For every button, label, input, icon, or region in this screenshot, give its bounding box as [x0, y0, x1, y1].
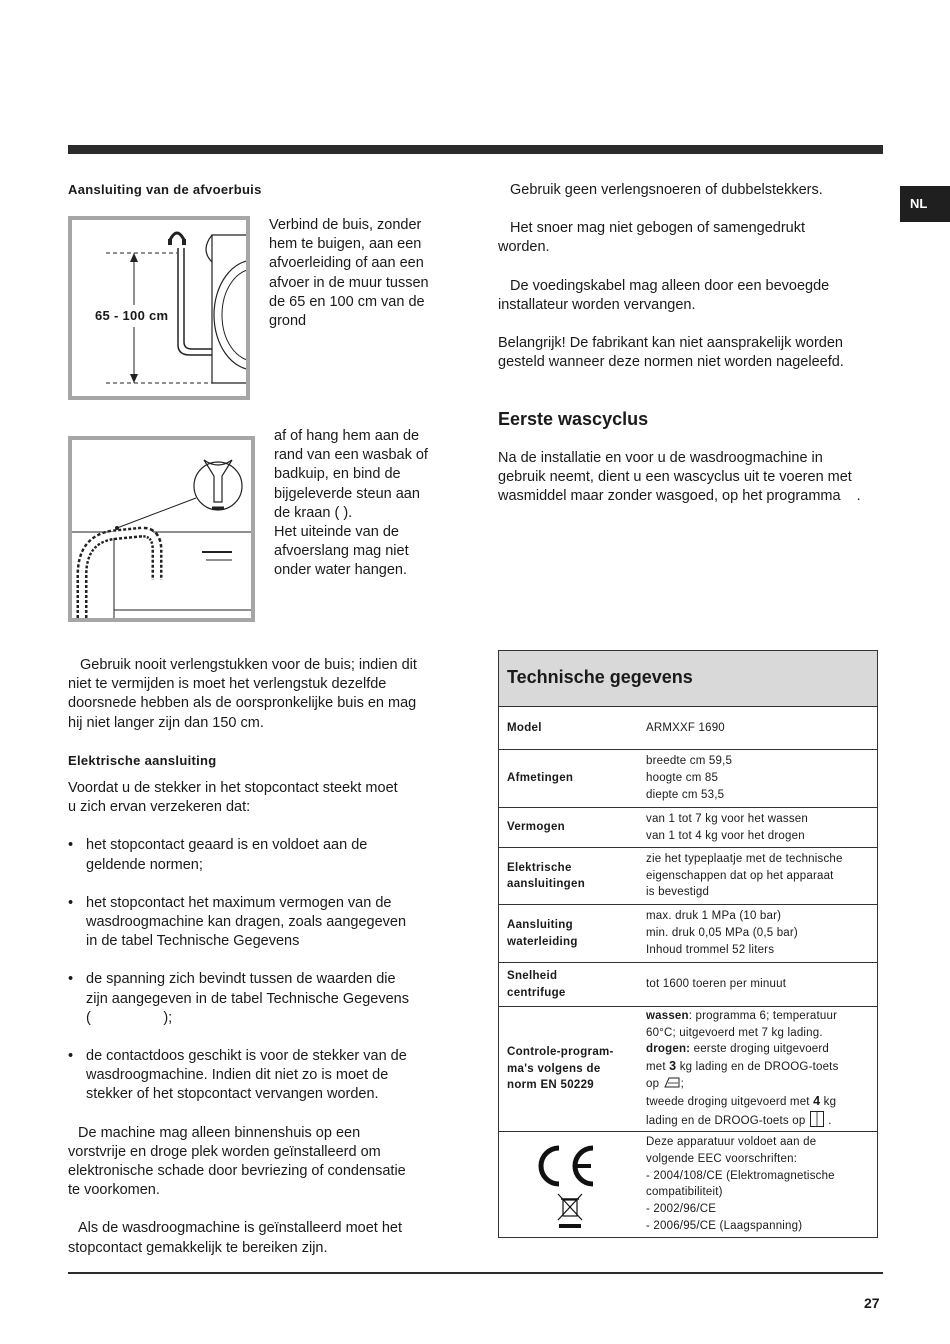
tech-table-title: Technische gegevens	[499, 651, 877, 707]
indoor-note: De machine mag alleen binnenshuis op een vorstvrije en droge plek worden geïnstalleerd om elektronische schade door bevriezing of condensatie te voorkomen.	[68, 1124, 406, 1199]
row-control-programs: Controle-program- ma's volgens de norm EN 50229 wassen: programma 6; temperatuur 60°C; uitgevoerd met 7 kg lading. drogen: eerste droging uitgevoerd met 3 kg lading en de DROOG-toets op ; tweede droging uitgevoerd met 4 kg lading en de DROOG-toets op .	[499, 1007, 877, 1132]
drain-wall-figure	[68, 216, 250, 400]
row-dimensions: Afmetingen breedte cm 59,5 hoogte cm 85 diepte cm 53,5	[499, 750, 877, 808]
bullet-max-power: • het stopcontact het maximum vermogen van de wasdroogmachine kan dragen, zoals aangegeven in de tabel Technische Gegevens	[68, 894, 468, 952]
tech-table	[498, 650, 878, 1238]
page-number: 27	[864, 1295, 880, 1311]
drain-tub-figure	[68, 436, 255, 622]
access-note: Als de wasdroogmachine is geïnstalleerd moet het stopcontact gemakkelijk te bereiken zijn.	[68, 1220, 403, 1256]
drain-tub-illustration	[72, 440, 251, 618]
bullet-voltage: • de spanning zich bevindt tussen de waarden die zijn aangegeven in de tabel Technische Gegevens ( );	[68, 970, 468, 1028]
bullet-grounded: • het stopcontact geaard is en voldoet aan de geldende normen;	[68, 836, 468, 874]
height-range-label: 65 - 100 cm	[95, 308, 169, 323]
first-cycle-text: Na de installatie en voor u de wasdroogmachine in gebruik neemt, dient u een wascyclus uit te voeren met wasmiddel maar zonder wasgoed, op het programma .	[498, 450, 861, 505]
row-ce-compliance: Deze apparatuur voldoet aan de volgende EEC voorschriften: - 2004/108/CE (Elektromagnetische compatibiliteit) - 2002/96/CE - 2006/95/CE (Laagspanning)	[499, 1132, 877, 1236]
first-cycle-heading: Eerste wascyclus	[498, 409, 649, 429]
extension-note: Gebruik nooit verlengstukken voor de buis; indien dit niet te vermijden is moet het verlengstuk dezelfde doorsnede hebben als de oorspronkelijke buis en mag hij niet langer zijn dan 150 cm.	[68, 657, 417, 731]
drain-tub-text: af of hang hem aan de rand van een wasbak of badkuip, en bind de bijgeleverde steun aan de kraan ( ). Het uiteinde van de afvoerslang mag niet onder water hangen.	[274, 428, 428, 579]
row-capacity: Vermogen van 1 tot 7 kg voor het wassen van 1 tot 4 kg voor het drogen	[499, 808, 877, 848]
row-water: Aansluiting waterleiding max. druk 1 MPa (10 bar) min. druk 0,05 MPa (0,5 bar) Inhoud trommel 52 liters	[499, 905, 877, 963]
weee-bin-icon	[558, 1194, 582, 1228]
drain-heading: Aansluiting van de afvoerbuis	[68, 182, 262, 197]
bullet-socket: • de contactdoos geschikt is voor de stekker van de wasdroogmachine. Indien dit niet zo is moet de stekker of het stopcontact vervangen worden.	[68, 1047, 468, 1105]
top-rule	[68, 145, 883, 154]
drain-wall-text: Verbind de buis, zonder hem te buigen, aan een afvoerleiding of aan een afvoer in de muur tussen de 65 en 100 cm van de grond	[269, 217, 429, 330]
row-electrical: Elektrische aansluitingen zie het typeplaatje met de technische eigenschappen dat op het apparaat is bevestigd	[499, 848, 877, 905]
row-spin: Snelheid centrifuge tot 1600 toeren per minuut	[499, 963, 877, 1007]
dry-cupboard-icon	[663, 1076, 681, 1088]
row-model: Model ARMXXF 1690	[499, 707, 877, 750]
bottom-rule	[68, 1272, 883, 1274]
language-tab: NL	[900, 186, 950, 222]
ce-mark-icon	[529, 1136, 609, 1232]
electric-section: Voordat u de stekker in het stopcontact steekt moet u zich ervan verzekeren dat: • het stopcontact geaard is en voldoet aan de geldende normen; • het stopcontact het maximum vermogen van de wasdroogmachine kan dragen, zoals aangegeven in de tabel Technische Gegevens • de spanning zich bevindt tussen de waarden die zijn aangegeven in de tabel Technische Gegevens ( ); • de contactdoos geschikt is voor de stekker van de wasdroogmachine. Indien dit niet zo is moet de stekker of het stopcontact vervangen worden. De machine mag alleen binnenshuis op een vorstvrije en droge plek worden geïnstalleerd om elektronische schade door bevriezing of condensatie te voorkomen. Als de wasdroogmachine is geïnstalleerd moet het stopcontact gemakkelijk te bereiken zijn.	[68, 779, 468, 1258]
electric-heading: Elektrische aansluiting	[68, 753, 217, 768]
dry-iron-icon	[809, 1110, 825, 1128]
power-notes: Gebruik geen verlengsnoeren of dubbelstekkers. Het snoer mag niet gebogen of samengedrukt worden. De voedingskabel mag alleen door een bevoegde installateur worden vervangen. Belangrijk! De fabrikant kan niet aansprakelijk worden gesteld wanneer deze normen niet worden nageleefd.	[498, 182, 844, 371]
